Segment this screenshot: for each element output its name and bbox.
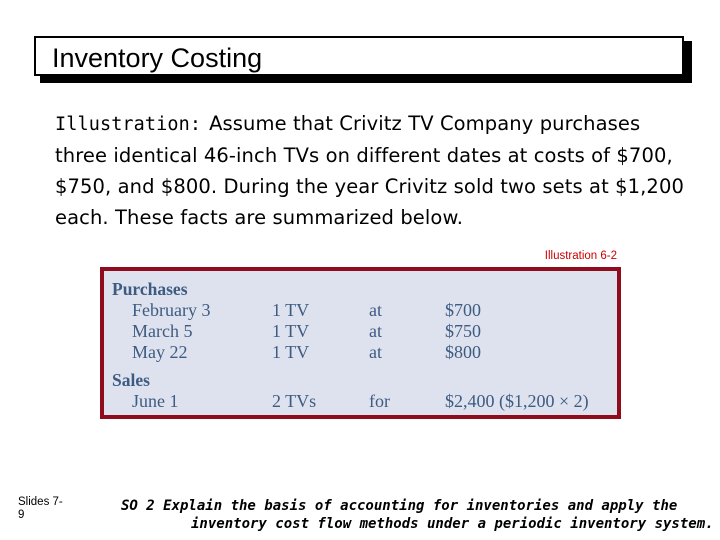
purchase-amount: $800	[445, 342, 481, 362]
illustration-paragraph	[55, 108, 695, 233]
purchase-prep: at	[369, 342, 382, 362]
sale-amount: $2,400 ($1,200 × 2)	[445, 391, 589, 411]
illustration-number: Illustration 6-2	[544, 250, 617, 262]
sale-qty: 2 TVs	[272, 391, 317, 411]
illustration-lead: Illustration:	[55, 114, 202, 135]
table-row	[104, 391, 617, 412]
study-objective-line-1: SO 2 Explain the basis of accounting for inventories and apply the	[121, 498, 678, 514]
sale-prep: for	[369, 391, 390, 411]
purchase-prep: at	[369, 321, 382, 341]
purchase-date: February 3	[132, 300, 211, 320]
illustration-text: Assume that Crivitz TV Company purchases three identical 46-inch TVs on different dates at costs of $700, $750, and $800. During the year Crivitz sold two sets at $1,200 each. These facts are summarized below.	[55, 112, 684, 229]
slide-title: Inventory Costing	[52, 43, 263, 73]
table-row	[104, 321, 617, 342]
purchases-heading: Purchases	[112, 279, 188, 299]
study-objective	[121, 497, 716, 533]
table-row	[104, 300, 617, 321]
purchase-date: May 22	[132, 342, 188, 362]
purchase-qty: 1 TV	[272, 342, 310, 362]
sale-date: June 1	[132, 391, 179, 411]
purchase-qty: 1 TV	[272, 300, 310, 320]
table-row	[104, 342, 617, 363]
slide-number: Slides 7- 9	[18, 496, 63, 521]
purchase-date: March 5	[132, 321, 193, 341]
purchase-qty: 1 TV	[272, 321, 310, 341]
study-objective-line-2: inventory cost flow methods under a periodic inventory system.	[191, 516, 714, 532]
title-box	[34, 36, 684, 76]
purchase-amount: $700	[445, 300, 481, 320]
purchase-prep: at	[369, 300, 382, 320]
sales-heading: Sales	[112, 370, 150, 390]
summary-table	[100, 267, 621, 419]
purchase-amount: $750	[445, 321, 481, 341]
summary-table-body	[104, 271, 617, 415]
